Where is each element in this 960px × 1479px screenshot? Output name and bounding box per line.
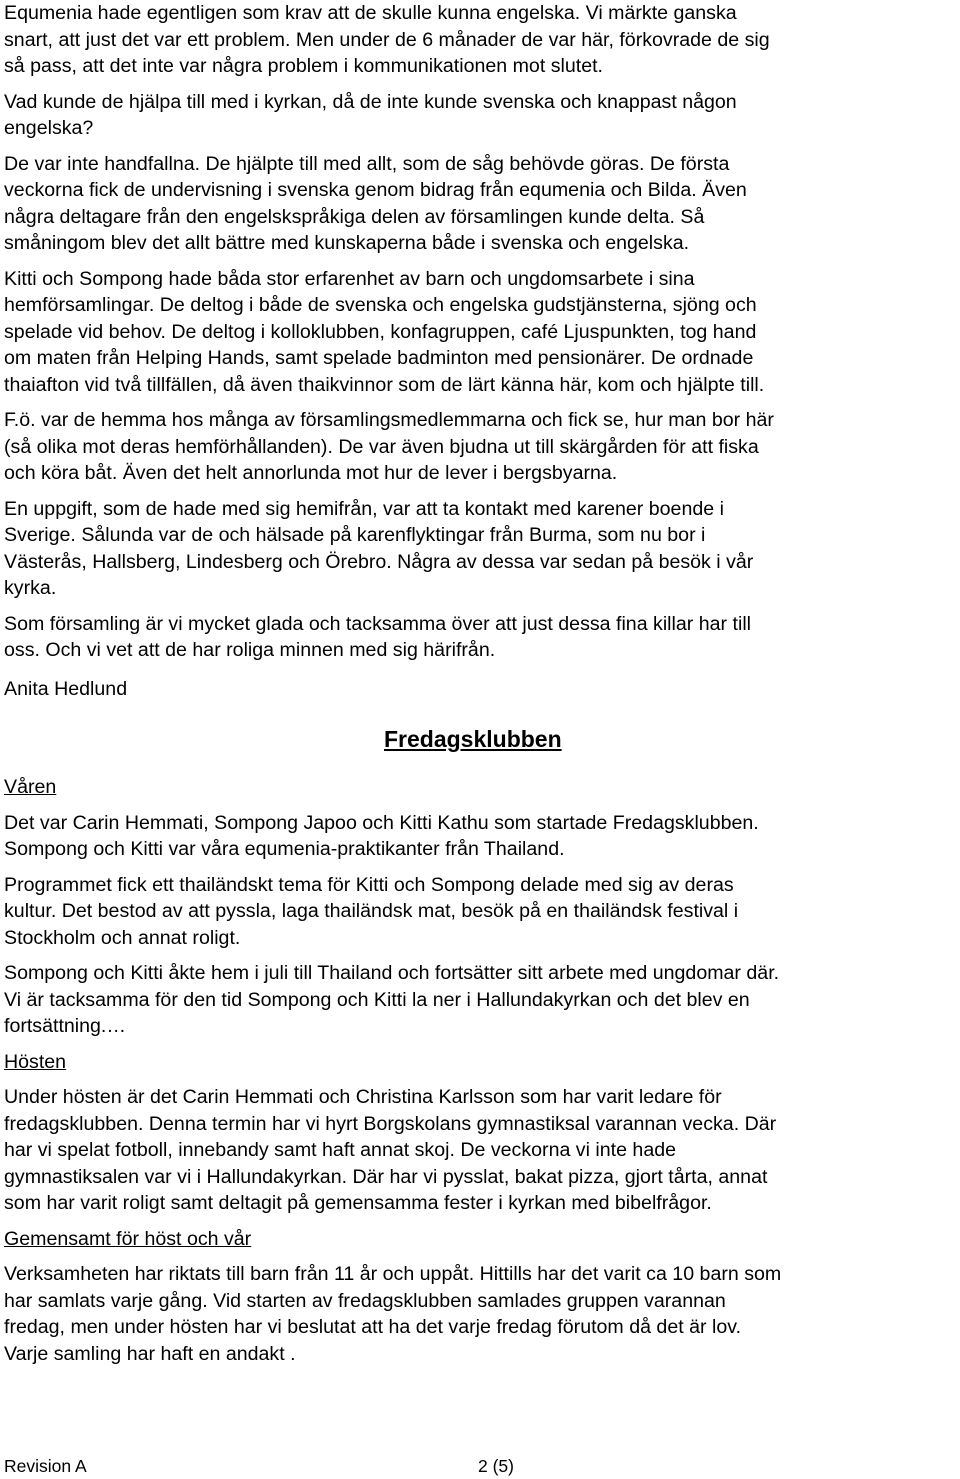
paragraph-line: fredag, men under hösten har vi beslutat att ha det varje fredag förutom då det är lov. xyxy=(4,1316,742,1338)
paragraph-line: så pass, att det inte var några problem i kommunikationen mot slutet. xyxy=(4,55,603,77)
paragraph-line: Sverige. Sålunda var de och hälsade på karenflyktingar från Burma, som nu bor i xyxy=(4,524,706,546)
paragraph-line: Stockholm och annat roligt. xyxy=(4,926,241,949)
intro-section xyxy=(4,0,954,664)
paragraph-line: En uppgift, som de hade med sig hemifrån, var att ta kontakt med karener boende i xyxy=(4,497,724,520)
section-title-row xyxy=(4,712,954,774)
paragraph-line: Det var Carin Hemmati, Sompong Japoo och Kitti Kathu som startade Fredagsklubben. xyxy=(4,811,759,834)
paragraph-line: Som församling är vi mycket glada och tacksamma över att just dessa fina killar har till xyxy=(4,612,752,635)
paragraph-line: F.ö. var de hemma hos många av församlingsmedlemmarna och fick se, hur man bor här xyxy=(4,409,774,431)
spring-section xyxy=(4,810,954,1040)
document-page xyxy=(4,0,954,1367)
paragraph-line: De var inte handfallna. De hjälpte till med allt, som de såg behövde göras. De första xyxy=(4,152,730,175)
paragraph-line: Varje samling har haft en andakt . xyxy=(4,1342,296,1365)
paragraph-line: Sompong och Kitti var våra equmenia-praktikanter från Thailand. xyxy=(4,838,565,860)
page-footer xyxy=(4,1455,704,1479)
paragraph-line: några deltagare från den engelskspråkiga delen av församlingen kunde delta. Så xyxy=(4,205,705,228)
paragraph-line: fredagsklubben. Denna termin har vi hyrt Borgskolans gymnastiksal varannan vecka. Där xyxy=(4,1112,777,1135)
paragraph-line: och köra båt. Även det helt annorlunda mot hur de lever i bergsbyarna. xyxy=(4,462,618,484)
paragraph-line: fortsättning.… xyxy=(4,1015,126,1037)
paragraph-line: (så olika mot deras hemförhållanden). De var även bjudna ut till skärgården för att fiska xyxy=(4,435,759,458)
paragraph-line: kultur. Det bestod av att pyssla, laga thailändsk mat, besök på en thailändsk festival i xyxy=(4,900,739,922)
paragraph-line: snart, att just det var ett problem. Men under de 6 månader de var här, förkovrade de sig xyxy=(4,28,770,51)
paragraph-line: som har varit roligt samt deltagit på gemensamma fester i kyrkan med bibelfrågor. xyxy=(4,1192,712,1214)
spring-heading: Våren xyxy=(4,776,57,798)
paragraph-line: har vi spelat fotboll, innebandy samt haft annat skoj. De veckorna vi inte hade xyxy=(4,1139,677,1161)
paragraph-line: småningom blev det allt bättre med kunskaperna både i svenska och engelska. xyxy=(4,232,690,254)
paragraph-line: spelade vid behov. De deltog i kolloklubben, konfagruppen, café Ljuspunkten, tog hand xyxy=(4,320,757,343)
paragraph-line: kyrka. xyxy=(4,577,57,599)
autumn-heading: Hösten xyxy=(4,1050,67,1073)
paragraph-line: har samlats varje gång. Vid starten av fredagsklubben samlades gruppen varannan xyxy=(4,1289,726,1312)
paragraph-line: Under hösten är det Carin Hemmati och Christina Karlsson som har varit ledare för xyxy=(4,1086,722,1108)
paragraph-line: oss. Och vi vet att de har roliga minnen med sig härifrån. xyxy=(4,639,496,661)
page-number: 2 (5) xyxy=(478,1456,514,1476)
section-title: Fredagsklubben xyxy=(384,726,562,752)
paragraph-line: Sompong och Kitti åkte hem i juli till Thailand och fortsätter sitt arbete med ungdomar där. xyxy=(4,962,780,984)
paragraph-line: Kitti och Sompong hade båda stor erfarenhet av barn och ungdomsarbete i sina xyxy=(4,267,695,290)
paragraph-line: thaiafton vid två tillfällen, då även thaikvinnor som de lärt känna här, kom och hjälpte till. xyxy=(4,373,765,396)
paragraph-line: Programmet fick ett thailändskt tema för Kitti och Sompong delade med sig av deras xyxy=(4,873,734,896)
paragraph-line: Vad kunde de hjälpa till med i kyrkan, då de inte kunde svenska och knappast någon xyxy=(4,90,737,113)
signature: Anita Hedlund xyxy=(4,677,128,700)
common-heading: Gemensamt för höst och vår xyxy=(4,1227,252,1250)
paragraph-line: gymnastiksalen var vi i Hallundakyrkan. Där har vi pysslat, bakat pizza, gjort tårta, annat xyxy=(4,1165,768,1188)
paragraph-line: engelska? xyxy=(4,117,94,139)
paragraph-line: veckorna fick de undervisning i svenska genom bidrag från equmenia och Bilda. Även xyxy=(4,179,747,201)
common-section xyxy=(4,1261,954,1367)
revision-label: Revision A xyxy=(4,1456,87,1476)
paragraph-line: Vi är tacksamma för den tid Sompong och Kitti la ner i Hallundakyrkan och det blev en xyxy=(4,988,750,1011)
autumn-section xyxy=(4,1084,954,1217)
paragraph-line: Verksamheten har riktats till barn från 11 år och uppåt. Hittills har det varit ca 10 barn som xyxy=(4,1263,782,1285)
paragraph-line: Equmenia hade egentligen som krav att de skulle kunna engelska. Vi märkte ganska xyxy=(4,2,737,24)
paragraph-line: Västerås, Hallsberg, Lindesberg och Örebro. Några av dessa var sedan på besök i vår xyxy=(4,550,754,573)
paragraph-line: om maten från Helping Hands, samt spelade badminton med pensionärer. De ordnade xyxy=(4,347,754,369)
paragraph-line: hemförsamlingar. De deltog i både de svenska och engelska gudstjänsterna, sjöng och xyxy=(4,294,757,316)
